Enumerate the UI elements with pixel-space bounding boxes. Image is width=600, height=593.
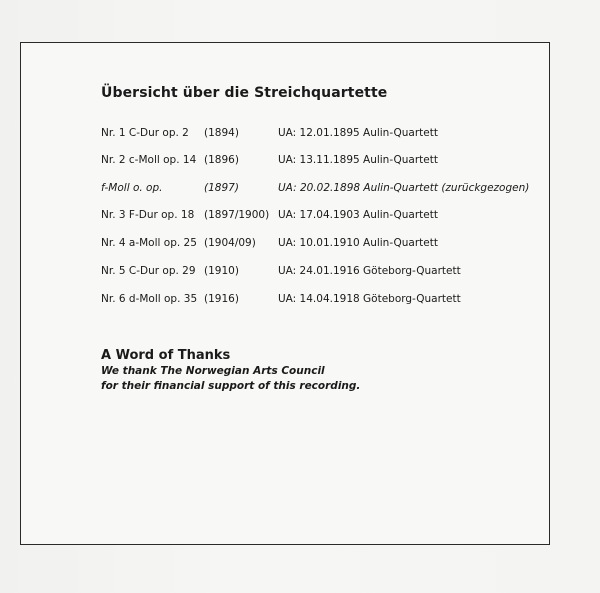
quartet-row (101, 127, 541, 143)
quartet-row (101, 237, 541, 253)
quartet-row (101, 293, 541, 309)
quartet-premiere: UA: 13.11.1895 Aulin-Quartett (278, 154, 438, 166)
quartet-row (101, 182, 541, 198)
quartet-premiere: UA: 14.04.1918 Göteborg-Quartett (278, 293, 461, 305)
quartet-year: (1897) (204, 182, 239, 194)
quartet-premiere: UA: 24.01.1916 Göteborg-Quartett (278, 265, 461, 277)
quartet-year: (1904/09) (204, 237, 256, 249)
quartet-row (101, 265, 541, 281)
quartet-premiere: UA: 10.01.1910 Aulin-Quartett (278, 237, 438, 249)
quartet-row (101, 154, 541, 170)
quartet-premiere: UA: 17.04.1903 Aulin-Quartett (278, 209, 438, 221)
thanks-heading: A Word of Thanks (101, 348, 231, 363)
quartet-row (101, 209, 541, 225)
quartet-work: Nr. 3 F-Dur op. 18 (101, 209, 195, 221)
thanks-text-line-2: for their financial support of this recording. (101, 380, 361, 392)
quartet-work: Nr. 1 C-Dur op. 2 (101, 127, 189, 139)
content-frame (20, 42, 550, 545)
quartet-year: (1916) (204, 293, 239, 305)
quartet-work: f-Moll o. op. (101, 182, 163, 194)
quartet-year: (1897/1900) (204, 209, 270, 221)
quartet-work: Nr. 2 c-Moll op. 14 (101, 154, 197, 166)
quartet-work: Nr. 4 a-Moll op. 25 (101, 237, 197, 249)
quartet-premiere: UA: 12.01.1895 Aulin-Quartett (278, 127, 438, 139)
quartet-year: (1894) (204, 127, 239, 139)
quartet-year: (1910) (204, 265, 239, 277)
quartet-work: Nr. 6 d-Moll op. 35 (101, 293, 198, 305)
quartet-premiere: UA: 20.02.1898 Aulin-Quartett (zurückgezogen) (278, 182, 530, 194)
quartet-year: (1896) (204, 154, 239, 166)
quartet-work: Nr. 5 C-Dur op. 29 (101, 265, 196, 277)
overview-heading: Übersicht über die Streichquartette (101, 85, 388, 101)
thanks-text-line-1: We thank The Norwegian Arts Council (101, 365, 325, 377)
